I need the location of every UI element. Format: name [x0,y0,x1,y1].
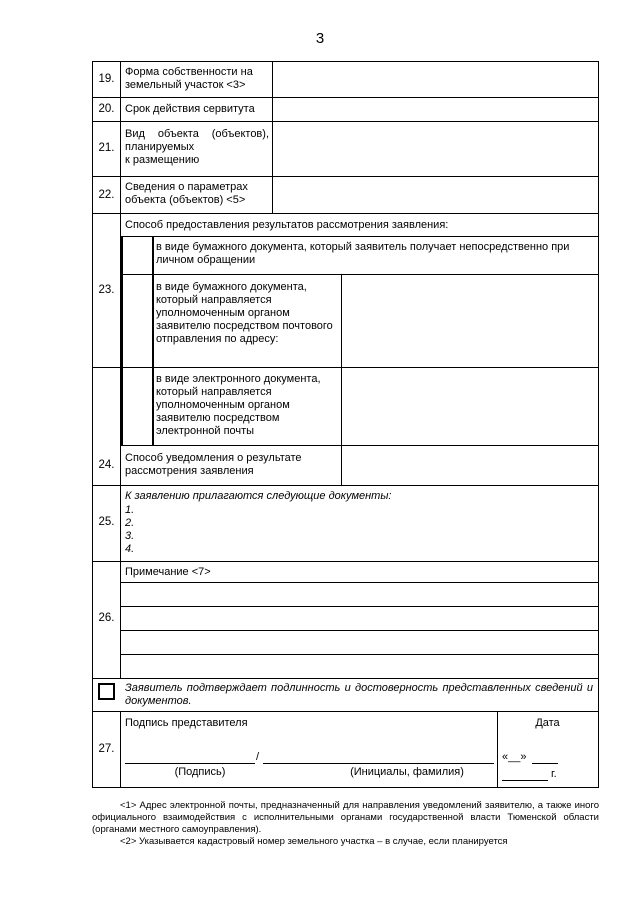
hline [92,213,599,214]
signature-field[interactable] [125,747,255,763]
row-number: 20. [98,103,115,115]
result-method-heading: Способ предоставления результатов рассмотрения заявления: [125,219,449,231]
confirm-checkbox[interactable] [98,683,115,700]
row-number: 19. [98,73,115,85]
confirm-text: Заявитель подтверждает подлинность и достоверность представленных сведений и документов. [125,682,593,707]
name-caption: (Инициалы, фамилия) [350,766,464,778]
notification-method-label: Способ уведомления о результате рассмотрения заявления [125,452,302,477]
hline [121,274,599,275]
page-number: 3 [315,30,325,47]
row-number: 21. [98,142,115,154]
hline [92,61,599,62]
note-label: Примечание <7> [125,566,211,578]
date-label: Дата [535,717,560,729]
date-year-suffix: г. [551,768,557,780]
row-number: 24. [98,459,115,471]
mail-address-field[interactable] [343,276,596,366]
hline [92,121,599,122]
attachments-item: 3. [125,530,135,542]
object-type-label-line2: планируемых [125,141,195,153]
date-year-line [502,780,548,781]
r24-value-divider [341,445,342,485]
servitude-term-label: Срок действия сервитута [125,103,255,115]
object-type-label [125,128,269,167]
attachments-heading: К заявлению прилагаются следующие документы: [125,490,392,502]
checkbox-col-right [152,236,154,445]
option-value-divider [341,274,342,445]
hline [92,367,599,368]
object-type-label-line1: Вид объекта (объектов), [125,128,269,140]
hline [92,678,599,679]
option-electronic-checkbox[interactable] [124,369,151,444]
date-month-line [532,763,558,764]
attachments-item: 2. [125,517,135,529]
note-lines-field[interactable] [123,584,596,676]
row-number: 26. [98,612,115,624]
name-line [263,763,494,764]
signature-slash: / [256,751,260,763]
checkbox-col-left [121,236,123,445]
hline [121,582,599,583]
signature-caption: (Подпись) [174,766,226,778]
notification-method-field[interactable] [343,447,596,484]
object-type-label-line3: к размещению [125,154,200,166]
row-number: 23. [98,284,115,296]
hline [92,561,599,562]
row-number: 25. [98,516,115,528]
footnote-2: <2> Указывается кадастровый номер земельного участка – в случае, если планируется [120,836,508,847]
attachments-item: 4. [125,543,135,555]
object-params-label: Сведения о параметрах объекта (объектов) <5> [125,181,248,206]
row-number: 27. [98,743,115,755]
initials-name-field[interactable] [263,747,494,763]
option-paper-mail-checkbox[interactable] [124,276,151,366]
row-number: 22. [98,189,115,201]
hline [92,485,599,486]
option-paper-inperson-label: в виде бумажного документа, который заявитель получает непосредственно при личном обращении [156,241,570,266]
representative-signature-label: Подпись представителя [125,717,248,729]
hline [121,236,599,237]
hline [92,787,599,788]
object-params-field[interactable] [274,178,596,212]
email-address-field[interactable] [343,369,596,444]
hline [121,445,599,446]
hline [92,711,599,712]
signature-line [125,763,255,764]
hline [92,97,599,98]
date-year-field[interactable] [502,767,548,780]
hline [92,176,599,177]
date-day[interactable]: «__» [502,751,527,763]
option-electronic-label: в виде электронного документа, который направляется уполномоченным органом заявителю посредством электронной почты [156,373,321,437]
option-paper-inperson-checkbox[interactable] [124,238,151,273]
attachments-item: 1. [125,504,135,516]
footnote-1: <1> Адрес электронной почты, предназначенный для направления уведомлений заявителю, а также иного официального взаимодействия с исполнительными органами государственной власти Тюменской области (органами местного самоуправления). [92,800,599,835]
option-paper-mail-label: в виде бумажного документа, который направляется уполномоченным органом заявителю посредством почтового отправления по адресу: [156,281,333,345]
application-form-table [92,61,599,788]
ownership-form-field[interactable] [274,63,596,96]
object-type-field[interactable] [274,123,596,175]
value-column-divider [272,61,273,213]
servitude-term-field[interactable] [274,99,596,120]
ownership-form-label: Форма собственности на земельный участок <3> [125,66,253,91]
